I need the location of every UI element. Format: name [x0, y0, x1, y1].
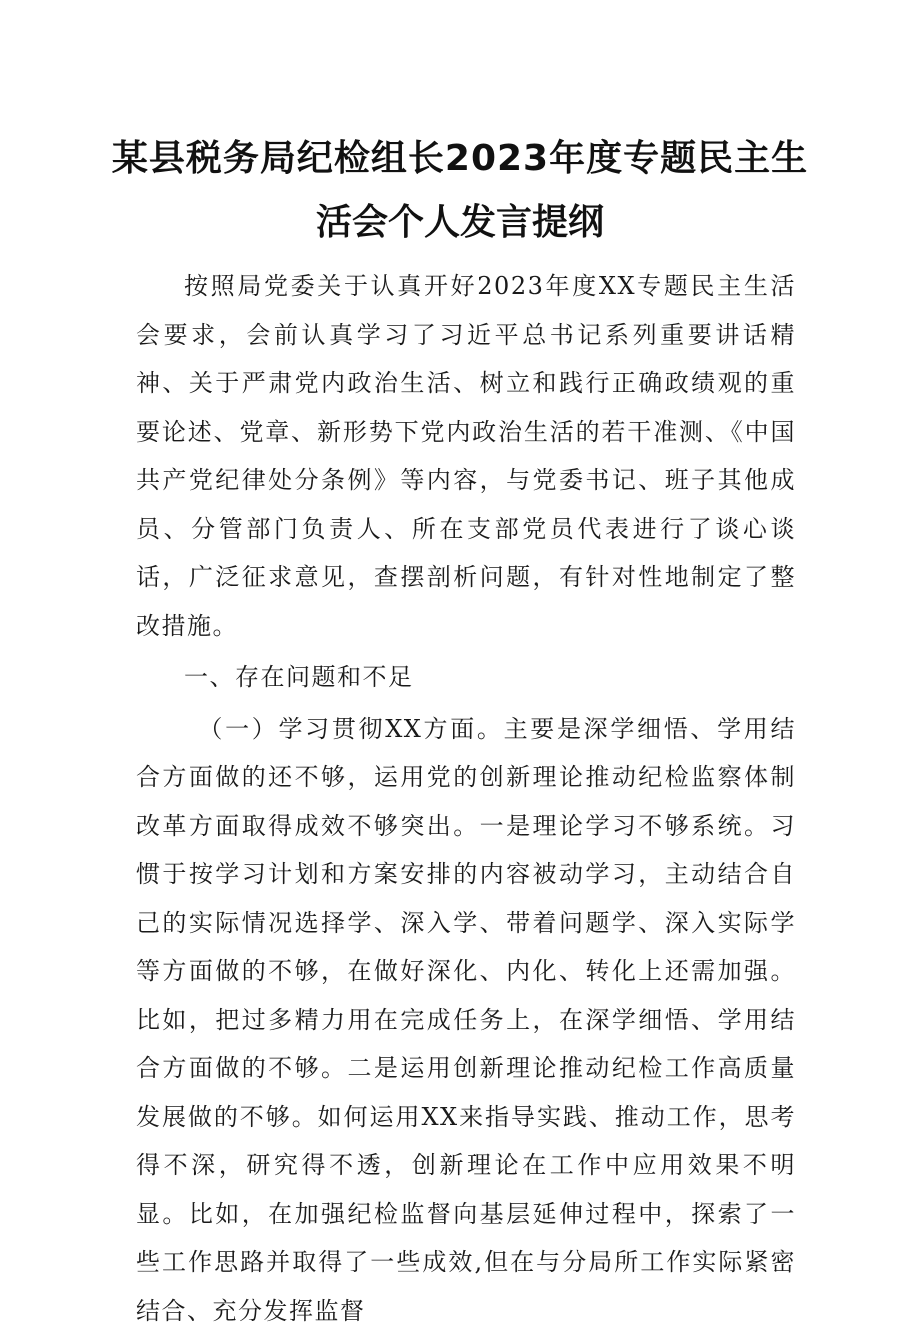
document-title-line-2: 活会个人发言提纲 — [80, 194, 840, 245]
document-body — [136, 262, 796, 1335]
intro-paragraph: 按照局党委关于认真开好2023年度XX专题民主生活会要求，会前认真学习了习近平总书记系列重要讲话精神、关于严肃党内政治生活、树立和践行正确政绩观的重要论述、党章、新形势下党内政治生活的若干准测、《中国共产党纪律处分条例》等内容，与党委书记、班子其他成员、分管部门负责人、所在支部党员代表进行了谈心谈话，广泛征求意见，查摆剖析问题，有针对性地制定了整改措施。 — [136, 262, 796, 650]
section-heading: 一、存在问题和不足 — [136, 653, 796, 702]
document-title-line-1: 某县税务局纪检组长2023年度专题民主生 — [80, 130, 840, 181]
subsection-paragraph: （一）学习贯彻XX方面。主要是深学细悟、学用结合方面做的还不够，运用党的创新理论推动纪检监察体制改革方面取得成效不够突出。一是理论学习不够系统。习惯于按学习计划和方案安排的内容被动学习，主动结合自己的实际情况选择学、深入学、带着问题学、深入实际学等方面做的不够，在做好深化、内化、转化上还需加强。比如，把过多精力用在完成任务上，在深学细悟、学用结合方面做的不够。二是运用创新理论推动纪检工作高质量发展做的不够。如何运用XX来指导实践、推动工作，思考得不深，研究得不透，创新理论在工作中应用效果不明显。比如，在加强纪检监督向基层延伸过程中，探索了一些工作思路并取得了一些成效,但在与分局所工作实际紧密结合、充分发挥监督 — [136, 705, 796, 1335]
